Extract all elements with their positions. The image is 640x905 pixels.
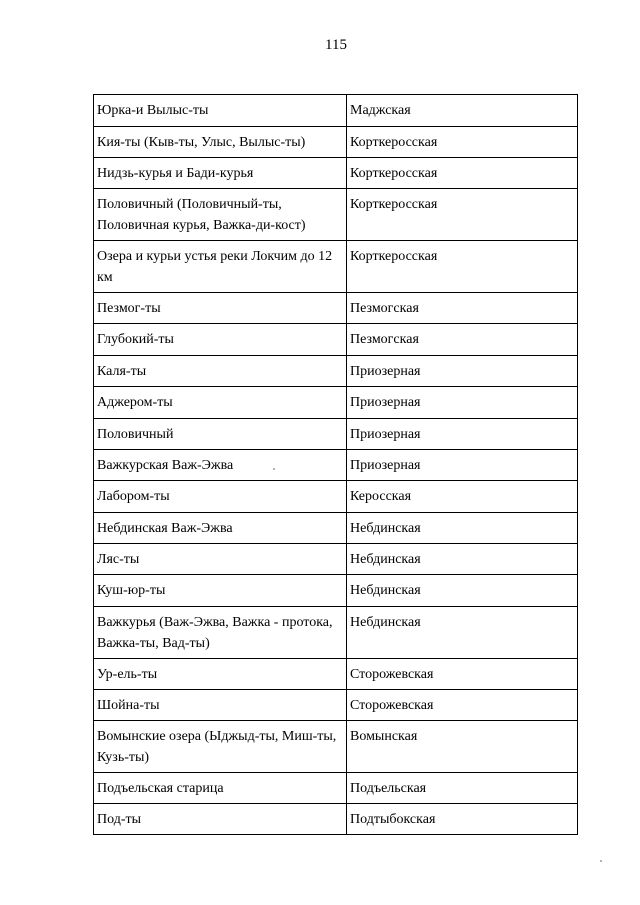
table-row [94, 293, 578, 324]
table-row [94, 481, 578, 513]
water-body-cell: Небдинская Важ-Эжва [94, 513, 347, 544]
page-number: 115 [325, 37, 347, 53]
district-cell: Небдинская [347, 607, 578, 659]
scan-speck [273, 468, 275, 470]
water-body-cell: Ур-ель-ты [94, 659, 347, 690]
table-row [94, 721, 578, 773]
water-body-cell: Шойна-ты [94, 690, 347, 721]
table-row [94, 419, 578, 450]
district-cell: Пезмогская [347, 293, 578, 324]
district-cell: Корткеросская [347, 241, 578, 293]
district-cell: Пезмогская [347, 324, 578, 356]
water-body-cell: Каля-ты [94, 356, 347, 387]
district-cell: Небдинская [347, 544, 578, 575]
table-row [94, 450, 578, 481]
water-body-cell: Аджером-ты [94, 387, 347, 419]
table-row [94, 659, 578, 690]
district-cell: Корткеросская [347, 158, 578, 189]
water-body-cell: Подъельская старица [94, 773, 347, 804]
district-cell: Корткеросская [347, 189, 578, 241]
district-cell: Корткеросская [347, 127, 578, 158]
district-cell: Маджская [347, 95, 578, 127]
water-body-cell: Важкурья (Важ-Эжва, Важка - протока, Важка-ты, Вад-ты) [94, 607, 347, 659]
water-body-cell: Озера и курьи устья реки Локчим до 12 км [94, 241, 347, 293]
water-body-cell: Лабором-ты [94, 481, 347, 513]
table-row [94, 95, 578, 127]
district-cell: Приозерная [347, 387, 578, 419]
table-row [94, 189, 578, 241]
table-row [94, 607, 578, 659]
water-body-cell: Половичный (Половичный-ты, Половичная курья, Важка-ди-кост) [94, 189, 347, 241]
table-row [94, 773, 578, 804]
district-cell: Приозерная [347, 450, 578, 481]
district-cell: Небдинская [347, 575, 578, 607]
water-body-cell: Юрка-и Вылыс-ты [94, 95, 347, 127]
table-row [94, 575, 578, 607]
district-cell: Приозерная [347, 419, 578, 450]
table-row [94, 690, 578, 721]
water-body-cell: Ляс-ты [94, 544, 347, 575]
water-body-cell: Глубокий-ты [94, 324, 347, 356]
table-row [94, 127, 578, 158]
table-row [94, 356, 578, 387]
district-cell: Приозерная [347, 356, 578, 387]
table-row [94, 513, 578, 544]
water-body-cell: Кия-ты (Кыв-ты, Улыс, Вылыс-ты) [94, 127, 347, 158]
water-body-cell: Куш-юр-ты [94, 575, 347, 607]
water-bodies-table [93, 94, 578, 835]
water-body-cell: Половичный [94, 419, 347, 450]
water-body-cell: Нидзь-курья и Бади-курья [94, 158, 347, 189]
district-cell: Керосская [347, 481, 578, 513]
table-row [94, 544, 578, 575]
table-row [94, 804, 578, 835]
water-body-cell: Важкурская Важ-Эжва [94, 450, 347, 481]
scan-speck [600, 860, 602, 862]
district-cell: Небдинская [347, 513, 578, 544]
water-body-cell: Пезмог-ты [94, 293, 347, 324]
water-body-cell: Вомынские озера (Ыджыд-ты, Миш-ты, Кузь-ты) [94, 721, 347, 773]
table-row [94, 158, 578, 189]
district-cell: Подтыбокская [347, 804, 578, 835]
district-cell: Сторожевская [347, 690, 578, 721]
water-body-cell: Под-ты [94, 804, 347, 835]
table-row [94, 387, 578, 419]
district-cell: Сторожевская [347, 659, 578, 690]
table-row [94, 324, 578, 356]
district-cell: Вомынская [347, 721, 578, 773]
table-row [94, 241, 578, 293]
district-cell: Подъельская [347, 773, 578, 804]
